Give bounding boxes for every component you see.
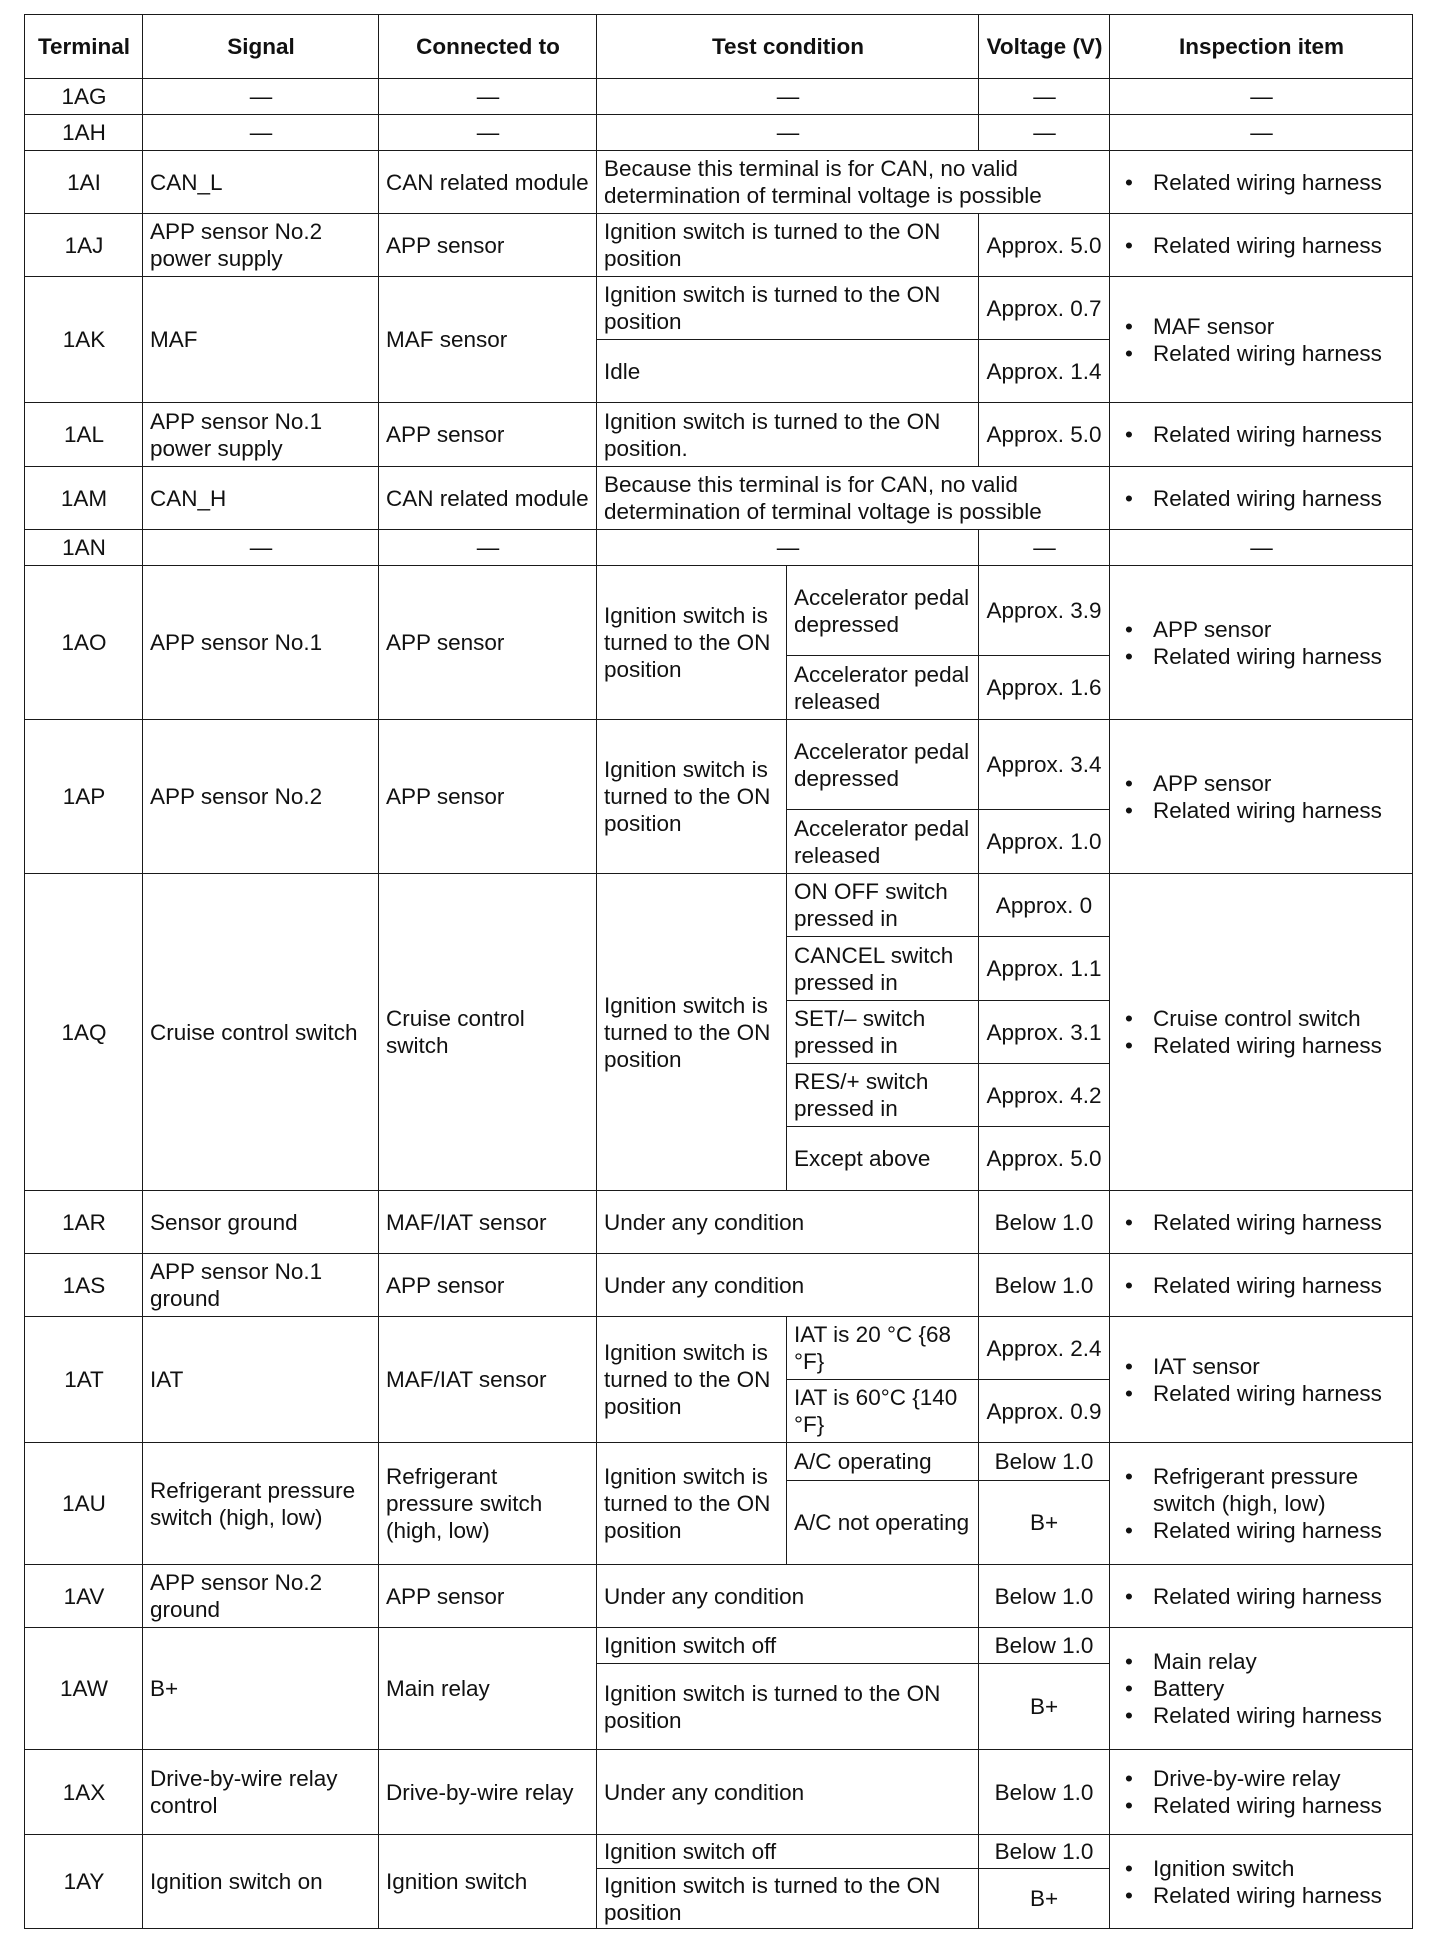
table-row — [25, 530, 1413, 566]
inspection-cell — [1110, 151, 1413, 214]
inspection-cell — [1110, 1565, 1413, 1628]
voltage-cell: Below 1.0 — [979, 1565, 1110, 1628]
subcondition-cell: A/C operating — [787, 1443, 979, 1481]
signal-cell: APP sensor No.2 ground — [143, 1565, 379, 1628]
terminal-cell: 1AS — [25, 1254, 143, 1317]
table-row — [25, 1750, 1413, 1835]
terminal-cell: 1AK — [25, 277, 143, 403]
inspection-cell — [1110, 277, 1413, 403]
terminal-cell: 1AJ — [25, 214, 143, 277]
condition-cell: Ignition switch is turned to the ON position — [597, 720, 787, 874]
condition-cell: Under any condition — [597, 1750, 979, 1835]
terminal-cell: 1AM — [25, 467, 143, 530]
condition-cell: — — [597, 79, 979, 115]
subcondition-cell: Accelerator pedal depressed — [787, 720, 979, 810]
condition-cell: — — [597, 530, 979, 566]
subcondition-cell: Except above — [787, 1127, 979, 1191]
subcondition-cell: A/C not operating — [787, 1481, 979, 1565]
inspection-cell — [1110, 1191, 1413, 1254]
voltage-cell: Approx. 5.0 — [979, 1127, 1110, 1191]
inspection-item: • Related wiring harness — [1117, 1272, 1406, 1299]
table-row — [25, 1317, 1413, 1380]
condition-cell: Ignition switch is turned to the ON position — [597, 1664, 979, 1750]
inspection-item: • Related wiring harness — [1117, 1209, 1406, 1236]
voltage-cell: Approx. 5.0 — [979, 403, 1110, 467]
voltage-cell: Approx. 0.7 — [979, 277, 1110, 340]
table-row — [25, 79, 1413, 115]
table-row — [25, 277, 1413, 340]
terminal-cell: 1AR — [25, 1191, 143, 1254]
terminal-cell: 1AV — [25, 1565, 143, 1628]
signal-cell: — — [143, 79, 379, 115]
voltage-cell: Approx. 5.0 — [979, 214, 1110, 277]
signal-cell: CAN_H — [143, 467, 379, 530]
voltage-cell: Approx. 0.9 — [979, 1380, 1110, 1443]
connected-cell: Ignition switch — [379, 1835, 597, 1929]
voltage-cell: Below 1.0 — [979, 1254, 1110, 1317]
voltage-cell: Below 1.0 — [979, 1628, 1110, 1664]
connected-cell: APP sensor — [379, 403, 597, 467]
signal-cell: — — [143, 530, 379, 566]
voltage-cell: Approx. 3.4 — [979, 720, 1110, 810]
terminal-cell: 1AQ — [25, 874, 143, 1191]
inspection-cell — [1110, 1750, 1413, 1835]
condition-cell: Under any condition — [597, 1191, 979, 1254]
voltage-cell: B+ — [979, 1664, 1110, 1750]
connected-cell: CAN related module — [379, 467, 597, 530]
inspection-cell: — — [1110, 79, 1413, 115]
inspection-item: • Drive-by-wire relay — [1117, 1765, 1406, 1792]
condition-cell: Ignition switch is turned to the ON position — [597, 1869, 979, 1929]
inspection-item: • APP sensor — [1117, 616, 1406, 643]
connected-cell: Drive-by-wire relay — [379, 1750, 597, 1835]
table-row — [25, 467, 1413, 530]
table-row — [25, 1191, 1413, 1254]
header-inspection-item: Inspection item — [1110, 15, 1413, 79]
table-row — [25, 214, 1413, 277]
inspection-item: • Cruise control switch — [1117, 1005, 1406, 1032]
connected-cell: — — [379, 115, 597, 151]
inspection-cell — [1110, 1443, 1413, 1565]
terminal-cell: 1AO — [25, 566, 143, 720]
inspection-item: • Battery — [1117, 1675, 1406, 1702]
inspection-item: • Related wiring harness — [1117, 1882, 1406, 1909]
condition-cell: Ignition switch is turned to the ON position — [597, 214, 979, 277]
condition-cell: Ignition switch is turned to the ON position — [597, 277, 979, 340]
header-row — [25, 15, 1413, 79]
voltage-cell: Approx. 0 — [979, 874, 1110, 937]
subcondition-cell: Accelerator pedal released — [787, 810, 979, 874]
inspection-item: • Related wiring harness — [1117, 232, 1406, 259]
inspection-item: • Related wiring harness — [1117, 1792, 1406, 1819]
connected-cell: CAN related module — [379, 151, 597, 214]
signal-cell: APP sensor No.2 power supply — [143, 214, 379, 277]
voltage-cell: Approx. 3.9 — [979, 566, 1110, 656]
inspection-cell — [1110, 214, 1413, 277]
table-row — [25, 720, 1413, 810]
table-row — [25, 1443, 1413, 1481]
condition-cell: Because this terminal is for CAN, no valid determination of terminal voltage is possible — [597, 151, 1110, 214]
condition-cell: Ignition switch is turned to the ON position — [597, 874, 787, 1191]
voltage-cell: — — [979, 79, 1110, 115]
condition-cell: Because this terminal is for CAN, no valid determination of terminal voltage is possible — [597, 467, 1110, 530]
subcondition-cell: Accelerator pedal released — [787, 656, 979, 720]
inspection-cell: — — [1110, 530, 1413, 566]
inspection-item: • MAF sensor — [1117, 313, 1406, 340]
signal-cell: APP sensor No.1 power supply — [143, 403, 379, 467]
inspection-cell — [1110, 1317, 1413, 1443]
condition-cell: Ignition switch is turned to the ON position. — [597, 403, 979, 467]
connected-cell: MAF sensor — [379, 277, 597, 403]
connected-cell: APP sensor — [379, 214, 597, 277]
condition-cell: Idle — [597, 340, 979, 403]
voltage-cell: Approx. 1.6 — [979, 656, 1110, 720]
voltage-cell: B+ — [979, 1869, 1110, 1929]
subcondition-cell: SET/– switch pressed in — [787, 1001, 979, 1064]
connected-cell: APP sensor — [379, 1254, 597, 1317]
terminal-cell: 1AI — [25, 151, 143, 214]
connected-cell: Main relay — [379, 1628, 597, 1750]
inspection-item: • Related wiring harness — [1117, 1702, 1406, 1729]
voltage-cell: — — [979, 115, 1110, 151]
condition-cell: Ignition switch is turned to the ON position — [597, 1443, 787, 1565]
header-voltage: Voltage (V) — [979, 15, 1110, 79]
terminal-cell: 1AL — [25, 403, 143, 467]
terminal-cell: 1AW — [25, 1628, 143, 1750]
terminal-cell: 1AG — [25, 79, 143, 115]
inspection-item: • Related wiring harness — [1117, 1380, 1406, 1407]
signal-cell: Drive-by-wire relay control — [143, 1750, 379, 1835]
terminal-cell: 1AP — [25, 720, 143, 874]
signal-cell: APP sensor No.1 — [143, 566, 379, 720]
table-row — [25, 566, 1413, 656]
inspection-item: • Related wiring harness — [1117, 643, 1406, 670]
terminal-cell: 1AX — [25, 1750, 143, 1835]
signal-cell: Ignition switch on — [143, 1835, 379, 1929]
connected-cell: MAF/IAT sensor — [379, 1317, 597, 1443]
table-row — [25, 403, 1413, 467]
signal-cell: Sensor ground — [143, 1191, 379, 1254]
signal-cell: Cruise control switch — [143, 874, 379, 1191]
inspection-item: • APP sensor — [1117, 770, 1406, 797]
inspection-cell — [1110, 566, 1413, 720]
connected-cell: APP sensor — [379, 720, 597, 874]
inspection-cell — [1110, 1628, 1413, 1750]
connected-cell: APP sensor — [379, 566, 597, 720]
table-row — [25, 1565, 1413, 1628]
header-signal: Signal — [143, 15, 379, 79]
signal-cell: IAT — [143, 1317, 379, 1443]
voltage-cell: Approx. 4.2 — [979, 1064, 1110, 1127]
condition-cell: — — [597, 115, 979, 151]
subcondition-cell: IAT is 60°C {140 °F} — [787, 1380, 979, 1443]
terminal-cell: 1AH — [25, 115, 143, 151]
subcondition-cell: Accelerator pedal depressed — [787, 566, 979, 656]
inspection-item: • IAT sensor — [1117, 1353, 1406, 1380]
inspection-item: • Related wiring harness — [1117, 485, 1406, 512]
inspection-cell — [1110, 403, 1413, 467]
connected-cell: Refrigerant pressure switch (high, low) — [379, 1443, 597, 1565]
inspection-cell: — — [1110, 115, 1413, 151]
inspection-item: • Related wiring harness — [1117, 340, 1406, 367]
signal-cell: — — [143, 115, 379, 151]
header-terminal: Terminal — [25, 15, 143, 79]
inspection-cell — [1110, 467, 1413, 530]
table-row — [25, 151, 1413, 214]
inspection-cell — [1110, 1254, 1413, 1317]
terminal-cell: 1AY — [25, 1835, 143, 1929]
condition-cell: Under any condition — [597, 1565, 979, 1628]
condition-cell: Ignition switch is turned to the ON position — [597, 1317, 787, 1443]
signal-cell: APP sensor No.2 — [143, 720, 379, 874]
connected-cell: APP sensor — [379, 1565, 597, 1628]
voltage-cell: Approx. 1.0 — [979, 810, 1110, 874]
inspection-item: • Related wiring harness — [1117, 1583, 1406, 1610]
voltage-cell: Approx. 1.4 — [979, 340, 1110, 403]
condition-cell: Ignition switch off — [597, 1835, 979, 1869]
table-row — [25, 1835, 1413, 1869]
connected-cell: MAF/IAT sensor — [379, 1191, 597, 1254]
inspection-item: • Related wiring harness — [1117, 1032, 1406, 1059]
table-row — [25, 115, 1413, 151]
voltage-cell: Approx. 2.4 — [979, 1317, 1110, 1380]
subcondition-cell: ON OFF switch pressed in — [787, 874, 979, 937]
voltage-cell: Approx. 3.1 — [979, 1001, 1110, 1064]
condition-cell: Ignition switch off — [597, 1628, 979, 1664]
signal-cell: APP sensor No.1 ground — [143, 1254, 379, 1317]
voltage-cell: Approx. 1.1 — [979, 937, 1110, 1001]
connected-cell: — — [379, 79, 597, 115]
voltage-cell: — — [979, 530, 1110, 566]
inspection-item: • Ignition switch — [1117, 1855, 1406, 1882]
terminal-cell: 1AU — [25, 1443, 143, 1565]
subcondition-cell: RES/+ switch pressed in — [787, 1064, 979, 1127]
voltage-cell: Below 1.0 — [979, 1191, 1110, 1254]
signal-cell: B+ — [143, 1628, 379, 1750]
inspection-item: • Related wiring harness — [1117, 797, 1406, 824]
inspection-item: • Related wiring harness — [1117, 1517, 1406, 1544]
signal-cell: Refrigerant pressure switch (high, low) — [143, 1443, 379, 1565]
inspection-item: • Related wiring harness — [1117, 169, 1406, 196]
inspection-item: • Main relay — [1117, 1648, 1406, 1675]
header-test-condition: Test condition — [597, 15, 979, 79]
signal-cell: CAN_L — [143, 151, 379, 214]
voltage-cell: Below 1.0 — [979, 1443, 1110, 1481]
table-row — [25, 874, 1413, 937]
inspection-cell — [1110, 720, 1413, 874]
inspection-cell — [1110, 1835, 1413, 1929]
terminal-cell: 1AT — [25, 1317, 143, 1443]
voltage-cell: Below 1.0 — [979, 1835, 1110, 1869]
inspection-cell — [1110, 874, 1413, 1191]
terminal-voltage-table — [24, 14, 1413, 1929]
header-connected-to: Connected to — [379, 15, 597, 79]
condition-cell: Ignition switch is turned to the ON position — [597, 566, 787, 720]
table-row — [25, 1254, 1413, 1317]
voltage-cell: Below 1.0 — [979, 1750, 1110, 1835]
signal-cell: MAF — [143, 277, 379, 403]
condition-cell: Under any condition — [597, 1254, 979, 1317]
inspection-item: • Related wiring harness — [1117, 421, 1406, 448]
connected-cell: Cruise control switch — [379, 874, 597, 1191]
subcondition-cell: CANCEL switch pressed in — [787, 937, 979, 1001]
table-row — [25, 1628, 1413, 1664]
voltage-cell: B+ — [979, 1481, 1110, 1565]
connected-cell: — — [379, 530, 597, 566]
terminal-cell: 1AN — [25, 530, 143, 566]
subcondition-cell: IAT is 20 °C {68 °F} — [787, 1317, 979, 1380]
inspection-item: • Refrigerant pressure switch (high, low) — [1117, 1463, 1406, 1517]
